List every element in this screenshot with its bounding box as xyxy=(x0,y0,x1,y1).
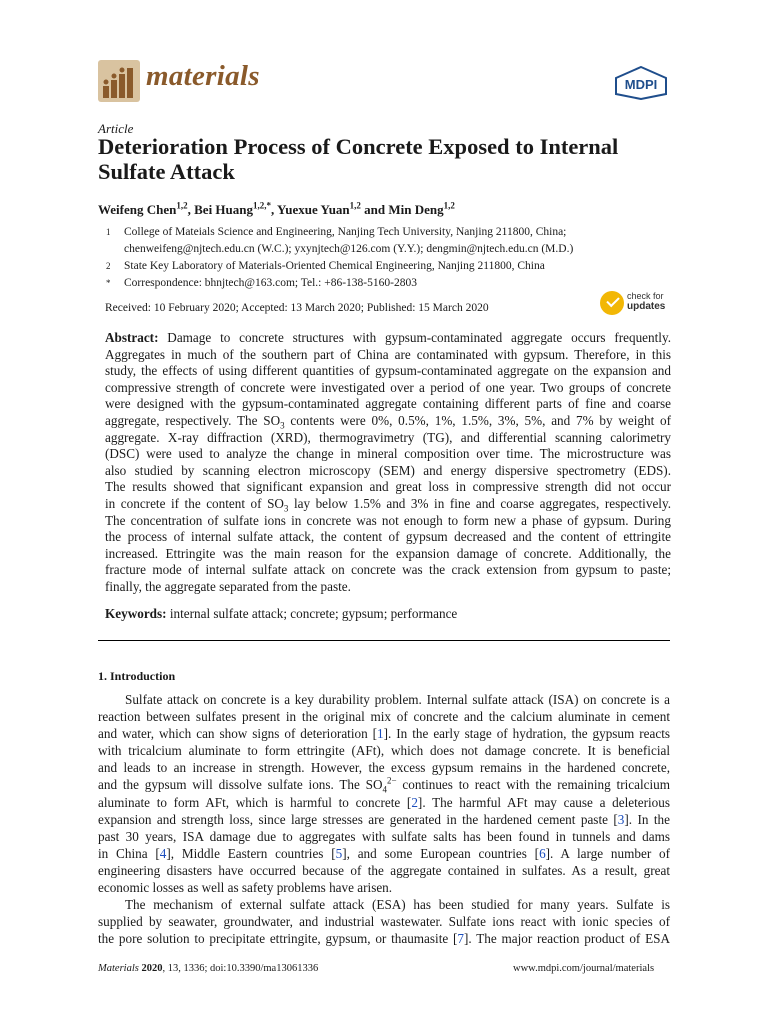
paragraph-line: and water, which can show signs of deterioration [1]. In the early stage of hydration, the gypsum reacts xyxy=(98,726,670,742)
affiliation-number: 1 xyxy=(106,227,111,237)
footer-year: 2020 xyxy=(141,963,163,974)
check-updates-line2: updates xyxy=(627,301,666,312)
citation-link[interactable]: 6 xyxy=(539,845,546,861)
abstract-line: also studied by scanning electron microscopy (SEM) and energy dispersive spectrometry (EDS). xyxy=(105,462,671,478)
abstract-line: compressive strength of concrete were investigated over a period of one year. Two groups of concrete xyxy=(105,379,671,395)
keywords-text: internal sulfate attack; concrete; gypsum; performance xyxy=(166,606,458,621)
footer-citation xyxy=(98,963,318,974)
paragraph-line: in China [4], Middle Eastern countries [5], and some European countries [6]. A large number of xyxy=(98,845,671,861)
journal-name: materials xyxy=(146,60,260,92)
section-heading: 1. Introduction xyxy=(98,669,176,683)
check-for-updates-button[interactable] xyxy=(600,290,672,316)
keywords-section xyxy=(105,606,457,622)
abstract-line: aggregate. X-ray diffraction (XRD), thermogravimetry (TG), and differential scanning calorimetry xyxy=(105,429,671,445)
author-name: Yuexue Yuan xyxy=(277,202,350,217)
affiliation-text: State Key Laboratory of Materials-Oriented Chemical Engineering, Nanjing 211800, China xyxy=(124,260,545,272)
affiliation-number: * xyxy=(106,278,111,288)
paragraph-line: aluminate to form AFt, which is harmful to concrete [2]. The harmful AFt may cause a deleterious xyxy=(98,794,670,810)
footer-citation-text: , 13, 1336; doi:10.3390/ma13061336 xyxy=(162,963,319,974)
abstract-line: The concentration of sulfate ions in concrete was not enough to form new a phase of gypsum. During xyxy=(105,512,671,528)
footer-journal: Materials xyxy=(98,963,139,974)
mdpi-logo-icon xyxy=(613,66,669,100)
citation-link[interactable]: 2 xyxy=(411,794,418,810)
affiliation-item xyxy=(98,258,698,275)
author-affiliation-marker: 1,2 xyxy=(443,200,455,211)
citation-link[interactable]: 3 xyxy=(617,811,625,827)
citation-link[interactable]: 7 xyxy=(457,931,464,947)
author-list: Weifeng Chen$^{1,2}$, Bei Huang$^{1,2,*}$, Yuexue Yuan$^{1,2}$ and Min Deng$^{1,2}$ xyxy=(98,200,455,217)
affiliation-number: 2 xyxy=(106,261,111,271)
article-type-label: Article xyxy=(98,121,134,136)
introduction-body xyxy=(98,691,670,947)
paragraph-line: reaction between sulfates present in the original mix of concrete and the calcium aluminate in cement xyxy=(98,709,670,725)
affiliation-text: chenweifeng@njtech.edu.cn (W.C.); yxynjtech@126.com (Y.Y.); dengmin@njtech.edu.cn (M.D.) xyxy=(124,243,574,255)
paragraph-line: Sulfate attack on concrete is a key durability problem. Internal sulfate attack (ISA) on concrete is a xyxy=(125,692,670,707)
publication-dates: Received: 10 February 2020; Accepted: 13 March 2020; Published: 15 March 2020 xyxy=(105,302,489,314)
journal-logo-icon xyxy=(98,60,140,102)
paragraph-line: economic losses as well as safety problems have arisen. xyxy=(98,880,393,896)
abstract-line: Aggregates in much of the southern part of China are contaminated with gypsum. Therefore, in this xyxy=(105,346,671,362)
paragraph-line: The mechanism of external sulfate attack (ESA) has been studied for many years. Sulfate is xyxy=(125,897,670,913)
paragraph-line: and leads to an increase in strength. However, the excess gypsum remains in the hardened concrete, xyxy=(98,760,670,776)
keywords-label: Keywords: xyxy=(105,606,167,621)
abstract-line: aggregate, respectively. The $SO_3$ contents were 0%, 0.5%, 1%, 1.5%, 3%, 5%, and 7% by weight of xyxy=(105,412,671,431)
footer-journal-url[interactable]: www.mdpi.com/journal/materials xyxy=(513,963,655,974)
paragraph-line: supplied by seawater, groundwater, and industrial wastewater. Sulfate ions react with ionic species of xyxy=(98,914,670,930)
paragraph-line: the pore solution to precipitate ettringite, gypsum, or thaumasite [7]. The major reaction product of ESA xyxy=(98,931,670,947)
paragraph-line: with tricalcium aluminate to form ettringite (AFt), which does not damage concrete. It is beneficial xyxy=(98,743,670,759)
check-updates-icon xyxy=(600,291,624,315)
abstract-line: Abstract: Damage to concrete structures with gypsum-contaminated aggregate occurs frequently. xyxy=(105,330,671,345)
affiliation-item xyxy=(98,224,698,241)
paragraph-line: expansion and strength loss, since large stresses are generated in the hardened cement paste [3]. In the xyxy=(98,811,670,827)
author-name: Bei Huang xyxy=(194,202,253,217)
check-updates-line1: check for xyxy=(627,291,664,301)
author-affiliation-marker: 1,2,* xyxy=(253,200,271,211)
abstract-line: increased. Ettringite was the main reason for the expansion damage of concrete. Additionally, the xyxy=(105,545,671,561)
paragraph-line: engineering disasters have occurred because of the aggregate contained in sulfates. As a result, great xyxy=(98,862,670,878)
citation-link[interactable]: 4 xyxy=(159,845,167,861)
affiliation-text: Correspondence: bhnjtech@163.com; Tel.: +86-138-5160-2803 xyxy=(124,277,417,289)
abstract-line: fracture mode of internal sulfate attack on concrete was the crack extension from gypsum to paste; xyxy=(105,562,671,578)
citation-link[interactable]: 5 xyxy=(335,845,343,861)
paragraph-line: past 30 years, ISA damage due to aggregates with sulfate salts has been found in tunnels and dams xyxy=(98,828,670,844)
abstract-line: finally, the aggregate separated from the paste. xyxy=(105,578,351,594)
abstract-line: The results showed that significant expansion and great loss in compressive strength did not occur xyxy=(105,479,671,495)
abstract-line: in concrete if the content of $SO_3$ lay below 1.5% and 3% in fine and coarse aggregates, respectively. xyxy=(105,495,671,514)
author-name: Weifeng Chen xyxy=(98,202,177,217)
affiliation-item xyxy=(98,241,698,258)
author-affiliation-marker: 1,2 xyxy=(349,200,361,211)
abstract-line: the process of internal sulfate attack, the content of gypsum decreased and the content of ettringite xyxy=(105,529,671,545)
author-affiliation-marker: 1,2 xyxy=(176,200,188,211)
abstract-line: study, the effects of using different quantities of gypsum-contaminated aggregate on the expansion and xyxy=(105,363,671,379)
section-divider xyxy=(98,640,670,641)
publisher-name: MDPI xyxy=(624,77,658,92)
author-name: Min Deng xyxy=(388,202,444,217)
paper-title: Deterioration Process of Concrete Exposed to Internal Sulfate Attack xyxy=(98,134,619,184)
affiliation-text: College of Mateials Science and Engineering, Nanjing Tech University, Nanjing 211800, China; xyxy=(124,226,567,238)
abstract-label: Abstract: xyxy=(105,330,159,345)
abstract-line: were designed with the gypsum-contaminated aggregate containing different parts of fine and coarse xyxy=(105,396,671,412)
citation-link[interactable]: 1 xyxy=(377,726,384,742)
paragraph-line: and the gypsum will dissolve sulfate ions. The $SO_4^{2-}$ continues to react with the remaining tricalcium xyxy=(98,776,670,796)
abstract-line: (DSC) were used to analyze the change in mineral composition over time. The microstructure was xyxy=(105,446,671,462)
abstract-section xyxy=(105,330,671,596)
